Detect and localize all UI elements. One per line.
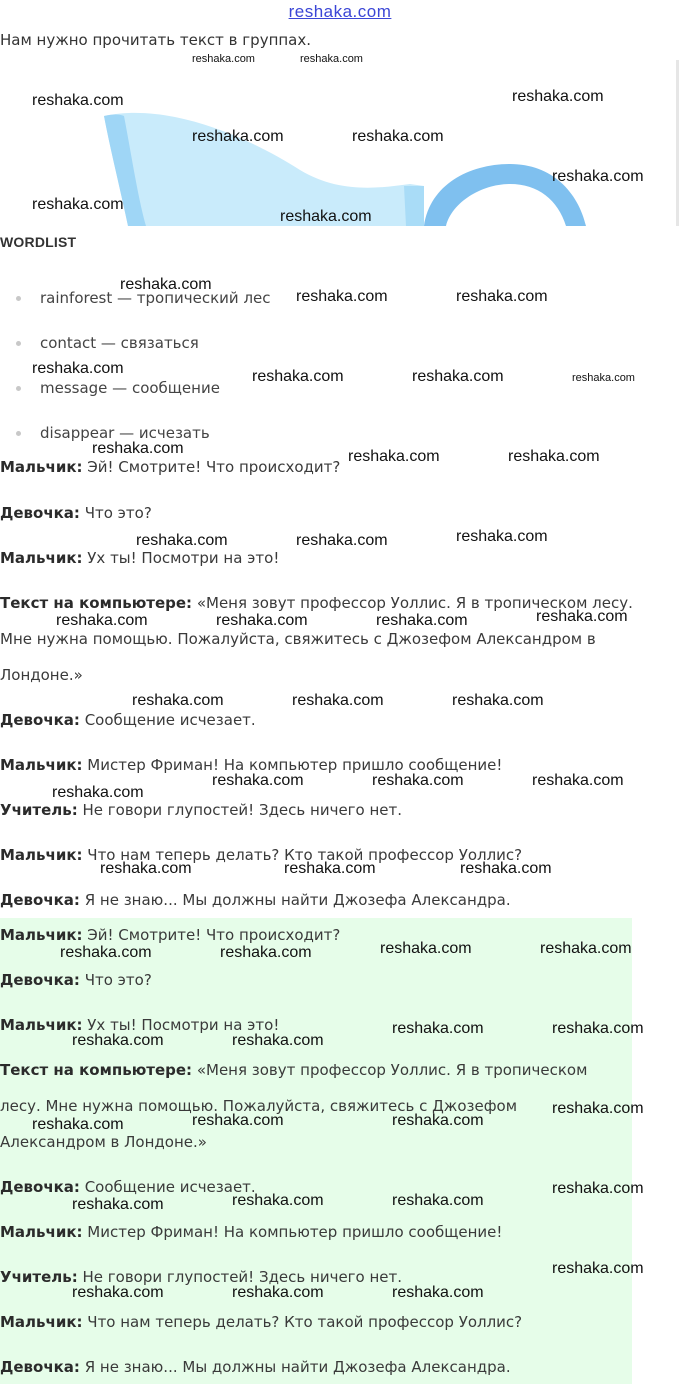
bullet-icon bbox=[16, 296, 21, 301]
watermark: reshaka.com bbox=[52, 784, 144, 801]
dialogue-line: Девочка: Что это? bbox=[0, 504, 152, 522]
dialogue-line: Девочка: Сообщение исчезает. bbox=[0, 1178, 256, 1196]
watermark: reshaka.com bbox=[252, 368, 344, 385]
dialogue-line: Девочка: Что это? bbox=[0, 971, 152, 989]
watermark: reshaka.com bbox=[292, 692, 384, 709]
dialogue-line: Учитель: Не говори глупостей! Здесь ничего нет. bbox=[0, 1268, 403, 1286]
watermark: reshaka.com bbox=[100, 860, 192, 877]
wordlist-item: contact — связаться bbox=[40, 334, 199, 352]
watermark: reshaka.com bbox=[296, 288, 388, 305]
watermark: reshaka.com bbox=[552, 1180, 644, 1197]
watermark: reshaka.com bbox=[56, 612, 148, 629]
watermark: reshaka.com bbox=[552, 168, 644, 185]
watermark: reshaka.com bbox=[392, 1112, 484, 1129]
wordlist-item: disappear — исчезать bbox=[40, 424, 210, 442]
watermark: reshaka.com bbox=[92, 440, 184, 457]
dialogue-line: Девочка: Сообщение исчезает. bbox=[0, 711, 256, 729]
watermark: reshaka.com bbox=[300, 53, 363, 65]
watermark: reshaka.com bbox=[132, 692, 224, 709]
dialogue-line: Мальчик: Ух ты! Посмотри на это! bbox=[0, 1016, 280, 1034]
watermark: reshaka.com bbox=[392, 1192, 484, 1209]
watermark: reshaka.com bbox=[232, 1284, 324, 1301]
watermark: reshaka.com bbox=[232, 1192, 324, 1209]
watermark: reshaka.com bbox=[296, 532, 388, 549]
scrollbar-track[interactable] bbox=[676, 60, 679, 226]
site-title-link[interactable]: reshaka.com bbox=[288, 2, 392, 21]
wordlist-heading: WORDLIST bbox=[0, 234, 77, 250]
dialogue-line: Мальчик: Что нам теперь делать? Кто такой профессор Уоллис? bbox=[0, 846, 523, 864]
watermark: reshaka.com bbox=[552, 1260, 644, 1277]
watermark: reshaka.com bbox=[280, 208, 372, 225]
watermark: reshaka.com bbox=[508, 448, 600, 465]
watermark: reshaka.com bbox=[232, 1032, 324, 1049]
dialogue-line: Учитель: Не говори глупостей! Здесь ничего нет. bbox=[0, 801, 403, 819]
watermark: reshaka.com bbox=[192, 1112, 284, 1129]
watermark: reshaka.com bbox=[192, 128, 284, 145]
watermark: reshaka.com bbox=[412, 368, 504, 385]
watermark: reshaka.com bbox=[452, 692, 544, 709]
bullet-icon bbox=[16, 386, 21, 391]
watermark: reshaka.com bbox=[72, 1032, 164, 1049]
bullet-icon bbox=[16, 431, 21, 436]
watermark: reshaka.com bbox=[536, 608, 628, 625]
watermark: reshaka.com bbox=[456, 528, 548, 545]
dialogue-line: Мальчик: Ух ты! Посмотри на это! bbox=[0, 549, 280, 567]
dialogue-line: Текст на компьютере: «Меня зовут профессор Уоллис. Я в тропическом лесу. bbox=[0, 594, 633, 612]
dialogue-line-cont: Александром в Лондоне.» bbox=[0, 1133, 207, 1151]
bullet-icon bbox=[16, 341, 21, 346]
dialogue-line-cont: Мне нужна помощью. Пожалуйста, свяжитесь с Джозефом Александром в bbox=[0, 630, 596, 648]
watermark: reshaka.com bbox=[380, 940, 472, 957]
watermark: reshaka.com bbox=[284, 860, 376, 877]
watermark: reshaka.com bbox=[540, 940, 632, 957]
watermark: reshaka.com bbox=[60, 944, 152, 961]
dialogue-line-cont: Лондоне.» bbox=[0, 666, 83, 684]
dialogue-line: Девочка: Я не знаю... Мы должны найти Джозефа Александра. bbox=[0, 1358, 511, 1376]
intro-text: Нам нужно прочитать текст в группах. bbox=[0, 31, 312, 49]
dialogue-line: Мальчик: Эй! Смотрите! Что происходит? bbox=[0, 926, 341, 944]
watermark: reshaka.com bbox=[460, 860, 552, 877]
watermark: reshaka.com bbox=[532, 772, 624, 789]
dialogue-line: Мальчик: Эй! Смотрите! Что происходит? bbox=[0, 458, 341, 476]
watermark: reshaka.com bbox=[72, 1284, 164, 1301]
watermark: reshaka.com bbox=[552, 1100, 644, 1117]
dialogue-line: Мальчик: Что нам теперь делать? Кто такой профессор Уоллис? bbox=[0, 1313, 523, 1331]
watermark: reshaka.com bbox=[552, 1020, 644, 1037]
watermark: reshaka.com bbox=[220, 944, 312, 961]
watermark: reshaka.com bbox=[392, 1020, 484, 1037]
watermark: reshaka.com bbox=[120, 276, 212, 293]
watermark: reshaka.com bbox=[392, 1284, 484, 1301]
wordlist-item: message — сообщение bbox=[40, 379, 220, 397]
watermark: reshaka.com bbox=[32, 196, 124, 213]
watermark: reshaka.com bbox=[212, 772, 304, 789]
watermark: reshaka.com bbox=[352, 128, 444, 145]
wordlist-item: rainforest — тропический лес bbox=[40, 289, 271, 307]
watermark: reshaka.com bbox=[192, 53, 255, 65]
dialogue-line: Текст на компьютере: «Меня зовут профессор Уоллис. Я в тропическом bbox=[0, 1061, 588, 1079]
watermark: reshaka.com bbox=[372, 772, 464, 789]
dialogue-line: Мальчик: Мистер Фриман! На компьютер пришло сообщение! bbox=[0, 756, 503, 774]
watermark: reshaka.com bbox=[136, 532, 228, 549]
watermark: reshaka.com bbox=[32, 1116, 124, 1133]
dialogue-line: Девочка: Я не знаю... Мы должны найти Джозефа Александра. bbox=[0, 891, 511, 909]
watermark: reshaka.com bbox=[512, 88, 604, 105]
watermark: reshaka.com bbox=[72, 1196, 164, 1213]
dialogue-line: Мальчик: Мистер Фриман! На компьютер пришло сообщение! bbox=[0, 1223, 503, 1241]
watermark: reshaka.com bbox=[32, 360, 124, 377]
watermark: reshaka.com bbox=[376, 612, 468, 629]
watermark: reshaka.com bbox=[456, 288, 548, 305]
watermark: reshaka.com bbox=[32, 92, 124, 109]
watermark: reshaka.com bbox=[216, 612, 308, 629]
watermark: reshaka.com bbox=[348, 448, 440, 465]
watermark: reshaka.com bbox=[572, 372, 635, 384]
dialogue-line-cont: лесу. Мне нужна помощью. Пожалуйста, свяжитесь с Джозефом bbox=[0, 1097, 518, 1115]
